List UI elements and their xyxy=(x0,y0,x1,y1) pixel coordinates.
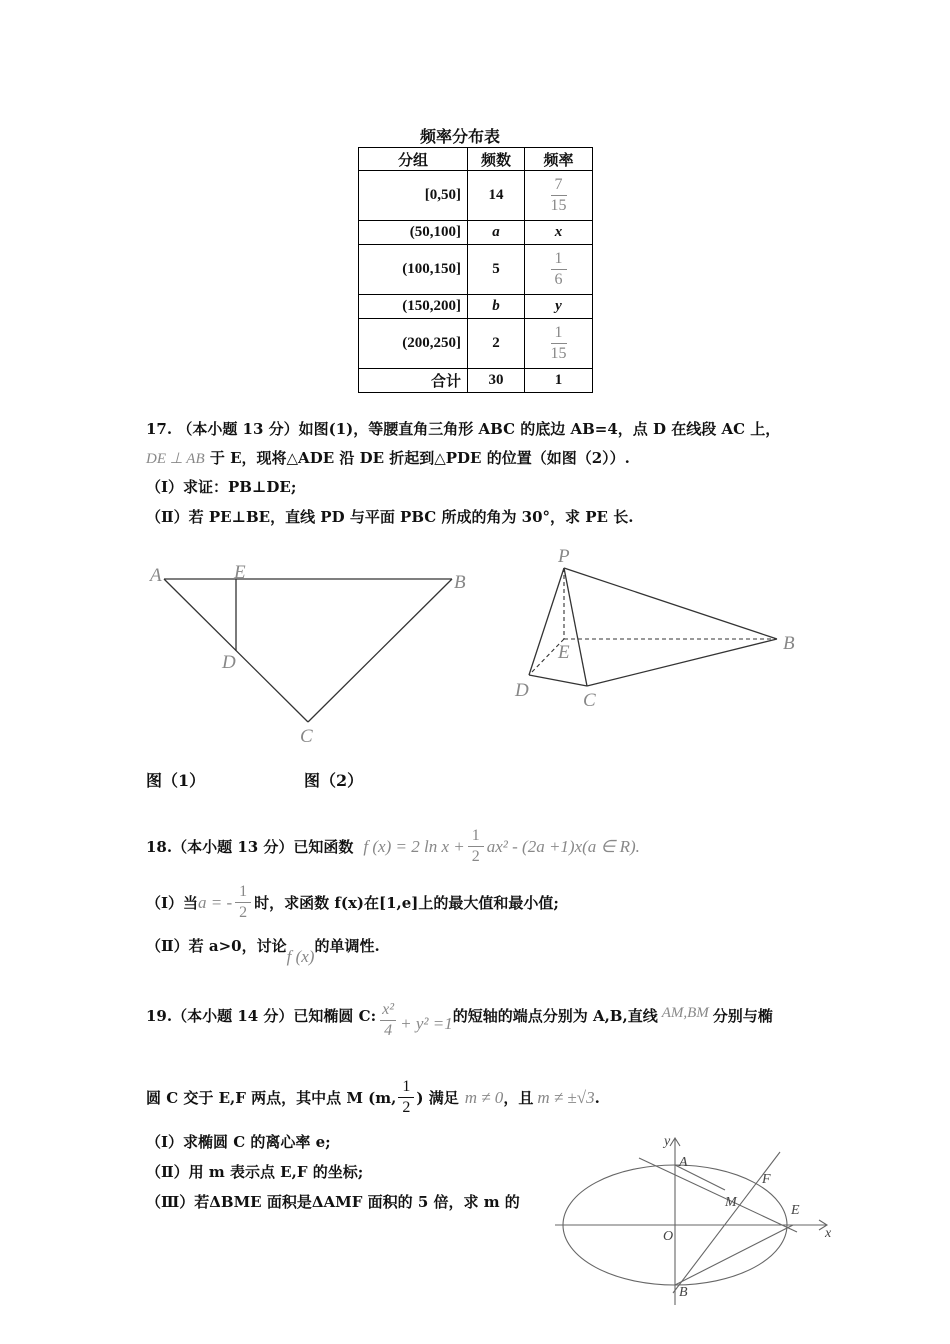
q19-ell-right: + y² =1 xyxy=(400,1014,453,1033)
fig1-label-b: B xyxy=(454,572,466,593)
cell-group: (50,100] xyxy=(359,221,468,245)
q19-intro: 19.（本小题 14 分）已知椭圆 C: xyxy=(146,1007,377,1025)
q17-line2-text: 于 E，现将△ADE 沿 DE 折起到△PDE 的位置（如图（2））. xyxy=(209,449,630,467)
cell-freq: 1 xyxy=(525,369,593,393)
cell-freq xyxy=(525,319,593,369)
q19-m-num: 1 xyxy=(402,1078,411,1095)
fig1-label-e: E xyxy=(234,562,246,583)
fig2-label-e: E xyxy=(558,642,570,663)
header-count: 频数 xyxy=(468,148,525,171)
q17-math-de-perp-ab: DE ⊥ AB xyxy=(146,451,205,467)
header-group: 分组 xyxy=(359,148,468,171)
freq-numerator: 1 xyxy=(554,250,563,267)
cell-freq xyxy=(525,245,593,295)
cell-freq: y xyxy=(525,295,593,319)
freq-fraction xyxy=(551,175,567,216)
q18-func-right: ax² - (2a +1)x(a ∈ R). xyxy=(486,836,640,856)
q19-m-fraction xyxy=(398,1077,414,1118)
ellipse-label-y: y xyxy=(664,1134,671,1149)
cell-count: b xyxy=(468,295,525,319)
table-row xyxy=(359,221,593,245)
fig2-label-b: B xyxy=(783,633,795,654)
q19-ell-num: x² xyxy=(382,1001,395,1018)
q18-func-left: f (x) = 2 ln x + xyxy=(363,836,465,856)
q17-figure-2 xyxy=(505,540,805,715)
q19-ellipse-fraction xyxy=(380,1000,396,1041)
table-header-row xyxy=(359,148,593,171)
q18-part1-pre: （Ⅰ）当 xyxy=(146,894,199,912)
q19-cond2: m ≠ ±√3 xyxy=(537,1087,595,1107)
ellipse-label-e: E xyxy=(791,1203,800,1218)
table-row xyxy=(359,319,593,369)
q19-line2-pre: 圆 C 交于 E,F 两点，其中点 M (m, xyxy=(146,1089,397,1107)
cell-freq: x xyxy=(525,221,593,245)
freq-numerator: 1 xyxy=(554,324,563,341)
table-row xyxy=(359,171,593,221)
q18-part2-post: 的单调性. xyxy=(314,937,380,955)
q18-part2-pre: （Ⅱ）若 a>0，讨论 xyxy=(146,937,287,955)
fig2-caption: 图（2） xyxy=(304,771,364,790)
q19-ell-den: 4 xyxy=(384,1022,393,1039)
q18-line xyxy=(146,826,640,867)
q18-part1-post: 时，求函数 f(x)在[1,e]上的最大值和最小值; xyxy=(254,894,559,912)
ellipse-label-a: A xyxy=(679,1155,688,1170)
q19-ellipse-figure xyxy=(555,1128,840,1306)
cell-group: [0,50] xyxy=(359,171,468,221)
table-row xyxy=(359,245,593,295)
freq-denominator: 15 xyxy=(550,197,567,214)
q19-line2-mid: ) 满足 xyxy=(416,1089,459,1107)
freq-fraction xyxy=(551,249,567,290)
q19-part3: （Ⅲ）若ΔBME 面积是ΔAMF 面积的 5 倍，求 m 的 xyxy=(146,1193,520,1211)
q19-part2: （Ⅱ）用 m 表示点 E,F 的坐标; xyxy=(146,1163,364,1181)
q19-line2 xyxy=(146,1077,600,1118)
fig1-caption: 图（1） xyxy=(146,771,206,790)
ellipse-label-o: O xyxy=(663,1229,674,1244)
q19-m-den: 2 xyxy=(402,1099,411,1116)
q17-part1: （Ⅰ）求证：PB⊥DE; xyxy=(146,478,297,496)
fig2-label-c: C xyxy=(583,690,596,711)
ellipse-label-f: F xyxy=(762,1172,771,1187)
q18-part1-num: 1 xyxy=(239,883,248,900)
q18-intro: 18.（本小题 13 分）已知函数 xyxy=(146,838,354,856)
q18-part1-fraction xyxy=(235,882,251,923)
q18-part1 xyxy=(146,882,559,923)
fig2-label-p: P xyxy=(558,546,570,567)
ellipse-label-m: M xyxy=(725,1195,737,1210)
fig1-label-c: C xyxy=(300,726,313,747)
q19-am-bm: AM,BM xyxy=(661,1005,709,1021)
cell-group: (100,150] xyxy=(359,245,468,295)
freq-numerator: 7 xyxy=(554,176,563,193)
cell-count: 5 xyxy=(468,245,525,295)
q19-line2-and: ，且 xyxy=(503,1089,534,1107)
cell-count: 30 xyxy=(468,369,525,393)
table-row-total xyxy=(359,369,593,393)
freq-denominator: 6 xyxy=(554,271,563,288)
table-title: 频率分布表 xyxy=(420,127,501,146)
q19-cond1: m ≠ 0 xyxy=(464,1087,504,1107)
q18-part1-math: a = - xyxy=(198,892,233,912)
q19-intro-post: 的短轴的端点分别为 A,B,直线 xyxy=(452,1007,658,1025)
q19-line1 xyxy=(146,1000,773,1041)
q19-intro-end: 分别与椭 xyxy=(712,1007,773,1025)
fig1-label-d: D xyxy=(222,652,236,673)
q18-part2 xyxy=(146,935,380,967)
q17-line2 xyxy=(146,447,630,468)
cell-freq xyxy=(525,171,593,221)
fig1-label-a: A xyxy=(150,565,162,586)
cell-group: (150,200] xyxy=(359,295,468,319)
q18-part1-den: 2 xyxy=(239,904,248,921)
header-freq: 频率 xyxy=(525,148,593,171)
ellipse-label-b: B xyxy=(679,1285,688,1300)
q18-func-fraction xyxy=(468,826,484,867)
q17-line1: 17. （本小题 13 分）如图(1)，等腰直角三角形 ABC 的底边 AB=4，点 D 在线段 AC 上， xyxy=(146,420,781,438)
cell-count: 14 xyxy=(468,171,525,221)
fig2-label-d: D xyxy=(515,680,529,701)
q17-figure-1 xyxy=(140,555,480,750)
cell-group: 合计 xyxy=(359,369,468,393)
cell-count: a xyxy=(468,221,525,245)
table-row xyxy=(359,295,593,319)
q18-func-den: 2 xyxy=(471,848,480,865)
q19-line2-end: . xyxy=(594,1088,600,1107)
q18-part2-math: f (x) xyxy=(286,947,315,966)
cell-group: (200,250] xyxy=(359,319,468,369)
frequency-table xyxy=(358,147,593,393)
q17-part2: （Ⅱ）若 PE⊥BE，直线 PD 与平面 PBC 所成的角为 30°，求 PE 长. xyxy=(146,508,634,526)
cell-count: 2 xyxy=(468,319,525,369)
ellipse-label-x: x xyxy=(825,1226,832,1241)
freq-fraction xyxy=(551,323,567,364)
freq-denominator: 15 xyxy=(550,345,567,362)
q19-part1: （Ⅰ）求椭圆 C 的离心率 e; xyxy=(146,1133,331,1151)
q18-func-num: 1 xyxy=(471,827,480,844)
